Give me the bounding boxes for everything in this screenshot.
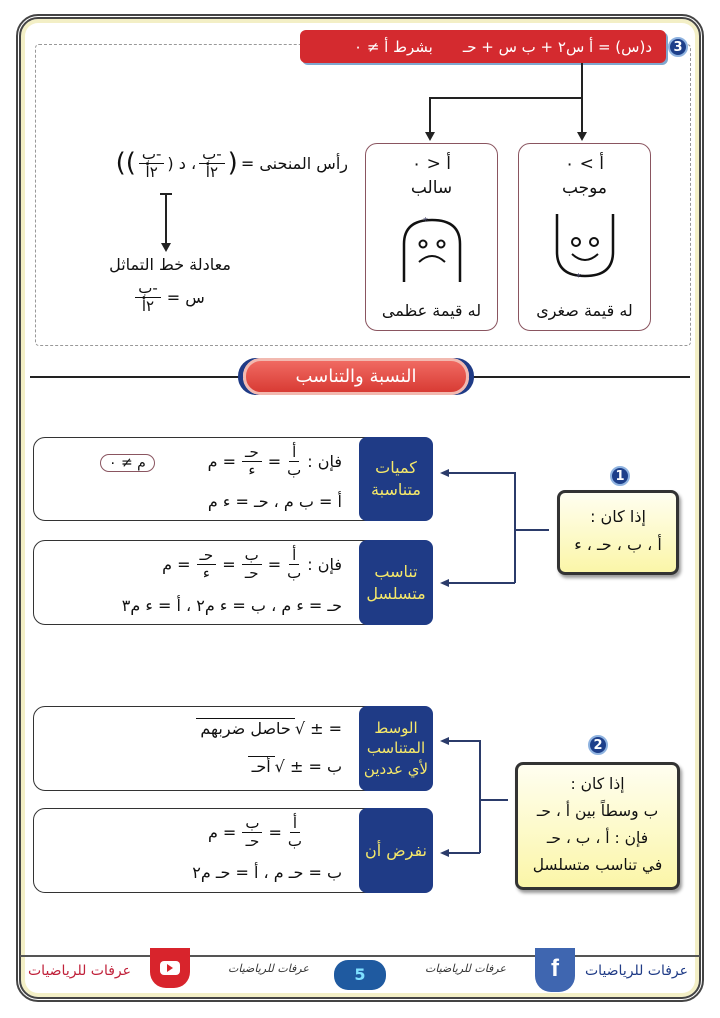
denominator: ٢أ [145, 162, 158, 181]
connector [479, 740, 481, 853]
vertex-formula [48, 146, 348, 180]
assume-line2: ب = حـ م ، أ = حـ م٢ [192, 863, 342, 882]
condition-line3: في تناسب متسلسل [532, 856, 663, 875]
if-label: إذا كان : [590, 507, 646, 526]
numerator: أ [290, 815, 300, 833]
section-badge-3: 3 [668, 37, 688, 57]
equals-m: = م [207, 451, 237, 471]
logo: عرفات للرياضيات [425, 962, 506, 975]
connector [165, 193, 167, 245]
axis-lhs: س = [166, 287, 205, 307]
equals: = [222, 554, 236, 574]
arrow-down-icon [577, 132, 587, 141]
condition-line2: فإن : أ ، ب ، حـ [546, 829, 649, 848]
if-vars: أ ، ب ، حـ ، ء [574, 535, 662, 554]
negative-value: له قيمة عظمى [381, 301, 482, 320]
vertex-label: رأس المنحنى = [240, 153, 348, 173]
page-number: 5 [334, 960, 386, 990]
fraction [287, 547, 301, 581]
paren: )) [115, 148, 136, 178]
logo: عرفات للرياضيات [228, 962, 309, 975]
quadratic-condition: بشرط أ ≠ ٠ [354, 37, 433, 56]
numerator: -ب [139, 146, 165, 164]
connector [449, 582, 515, 584]
connector [581, 63, 583, 99]
mean-line2 [248, 757, 342, 776]
footer-right-text: عرفات للرياضيات [585, 963, 689, 979]
connector [449, 472, 515, 474]
connector [480, 799, 508, 801]
numerator: -ب [135, 280, 161, 298]
radicand: حاصل ضربهم [196, 718, 294, 738]
svg-text:*: * [576, 272, 581, 282]
connector [449, 852, 480, 854]
youtube-icon[interactable] [150, 948, 190, 988]
equals-m: = م [162, 554, 191, 574]
paren: ( [227, 148, 238, 178]
group-badge-1: 1 [610, 466, 630, 486]
connector [449, 740, 480, 742]
radicand: أحـ [248, 756, 275, 776]
numerator: أ [289, 547, 299, 565]
denominator: ء [202, 563, 210, 582]
denominator: ٢أ [205, 162, 219, 181]
fraction [242, 815, 262, 849]
fraction [197, 547, 217, 581]
group-badge-2: 2 [588, 735, 608, 755]
arrow-left-icon [440, 469, 449, 477]
then-label: فإن : [307, 554, 342, 574]
assume-box [33, 808, 433, 893]
arrow-left-icon [440, 849, 449, 857]
nonzero-note: م ≠ ٠ [100, 454, 155, 472]
section-title: النسبة والتناسب [243, 358, 469, 395]
equals-m: = م [207, 822, 237, 842]
arrow-down-icon [425, 132, 435, 141]
numerator: ب [242, 547, 262, 565]
proportional-line1 [208, 444, 342, 478]
arrow-down-icon [161, 243, 171, 252]
fraction [288, 815, 302, 849]
denominator: ب [287, 563, 302, 582]
plus-minus-root: = ± √ [294, 719, 342, 738]
separator: ، د ( [167, 153, 197, 173]
arrow-left-icon [440, 579, 449, 587]
condition-box-2 [515, 762, 680, 890]
footer-left-text: عرفات للرياضيات [28, 963, 132, 979]
denominator: حـ [245, 831, 260, 850]
numerator: أ [289, 444, 299, 462]
fraction [287, 444, 301, 478]
negative-condition: أ < ٠ [412, 154, 451, 174]
axis-equation [110, 280, 230, 314]
mean-line1 [196, 719, 342, 738]
denominator: ب [287, 460, 302, 479]
continued-box [33, 540, 433, 625]
plus-minus-root: ب = ± √ [274, 757, 342, 776]
continued-label: تناسب متسلسل [359, 540, 433, 625]
denominator: ب [287, 831, 302, 850]
connector [160, 193, 172, 195]
positive-sign: موجب [561, 178, 608, 198]
connector [429, 97, 431, 133]
positive-card [518, 143, 651, 331]
connector [515, 529, 549, 531]
fraction [242, 444, 262, 478]
arrow-left-icon [440, 737, 449, 745]
equals: = [268, 822, 282, 842]
numerator: ب [242, 815, 262, 833]
denominator: حـ [244, 563, 259, 582]
continued-line1 [162, 547, 342, 581]
svg-text:*: * [423, 216, 428, 227]
quadratic-formula: د(س) = أ س٢ + ب س + حـ [462, 37, 652, 56]
equals: = [267, 451, 282, 471]
positive-condition: أ > ٠ [565, 154, 604, 174]
negative-sign: سالب [410, 178, 453, 198]
sad-parabola-icon [399, 214, 465, 284]
condition-box-1 [557, 490, 679, 575]
proportional-line2: أ = ب م ، حـ = ء م [207, 492, 342, 511]
proportional-label: كميات متناسبة [359, 437, 433, 521]
fraction [135, 280, 161, 314]
negative-card [365, 143, 498, 331]
numerator: حـ [197, 547, 217, 565]
fraction [242, 547, 262, 581]
condition-line1: ب وسطاً بين أ ، حـ [536, 802, 659, 821]
numerator: -ب [199, 146, 225, 164]
positive-value: له قيمة صغرى [536, 301, 633, 320]
connector [514, 472, 516, 583]
footer-divider [20, 955, 700, 957]
axis-label: معادلة خط التماثل [109, 255, 231, 274]
mean-box [33, 706, 433, 791]
then-label: فإن : [307, 451, 342, 471]
facebook-icon[interactable]: f [535, 948, 575, 992]
quadratic-formula-bar [300, 30, 666, 63]
fraction [139, 146, 165, 180]
denominator: ٢أ [141, 296, 155, 315]
assume-line1 [208, 815, 302, 849]
denominator: ء [248, 460, 256, 479]
smiley-parabola-icon [552, 212, 618, 282]
connector [429, 97, 583, 99]
equals: = [267, 554, 282, 574]
connector [581, 97, 583, 133]
fraction [199, 146, 225, 180]
mean-label: الوسط المتناسب لأي عددين [359, 706, 433, 791]
numerator: حـ [242, 444, 262, 462]
continued-line2: حـ = ء م ، ب = ء م٢ ، أ = ء م٣ [121, 596, 342, 615]
proportional-box [33, 437, 433, 521]
assume-label: نفرض أن [359, 808, 433, 893]
if-label: إذا كان : [570, 775, 625, 793]
